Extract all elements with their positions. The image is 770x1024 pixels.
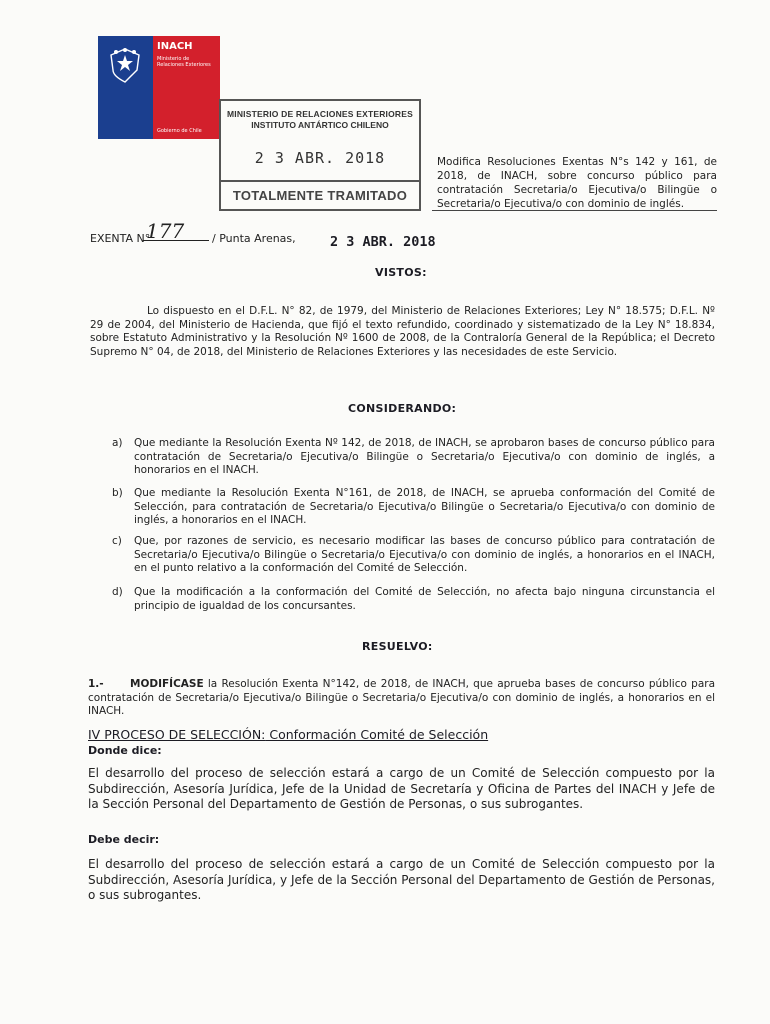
logo-subtitle: Ministerio de Relaciones Exteriores (157, 56, 211, 68)
resuelvo-item-1 (88, 678, 715, 719)
item-text: Que, por razones de servicio, es necesario modificar las bases de concurso público para contratación de Secretaria/o Ejecutiva/o Bilingüe o Secretaria/o Ejecutiva/o con dominio de inglés, a honorarios en el INACH, en el punto relativo a la conformación del Comité de Selección. (134, 535, 715, 574)
logo-title: INACH (157, 41, 193, 52)
resuelvo-number: 1.- (88, 678, 104, 690)
considerando-item-a (112, 437, 715, 478)
exenta-date-stamp: 2 3 ABR. 2018 (330, 234, 436, 250)
crest-icon (106, 46, 144, 84)
exenta-city: / Punta Arenas, (212, 232, 296, 245)
item-text: Que mediante la Resolución Exenta Nº 142, de 2018, de INACH, se aprobaron bases de concurso público para contratación de Secretaria/o Ejecutiva/o Bilingüe o Secretaria/o Ejecutiva/o con dominio de inglés, a honorarios en el INACH. (134, 437, 715, 476)
donde-dice-text: El desarrollo del proceso de selección estará a cargo de un Comité de Selección compuesto por la Subdirección, Asesoría Jurídica, Jefe de la Unidad de Secretaría y Oficina de Partes del INACH y Jefe de la Sección Personal del Departamento de Gestión de Personas, o sus subrogantes. (88, 766, 715, 811)
inach-logo (98, 36, 220, 139)
vistos-heading: VISTOS: (375, 266, 427, 279)
summary-underline (432, 210, 717, 211)
debe-decir-text: El desarrollo del proceso de selección estará a cargo de un Comité de Selección compuesto por la Subdirección, Asesoría Jurídica, y Jefe de la Sección Personal del Departamento de Gestión de Personas, o sus subrogantes. (88, 857, 715, 902)
tramitado-stamp (219, 99, 421, 211)
vistos-text: Lo dispuesto en el D.F.L. N° 82, de 1979, del Ministerio de Relaciones Exteriores; Ley N° 18.575; D.F.L. Nº 29 de 2004, del Ministerio de Hacienda, que fijó el texto refundido, coordinado y sistematizado de la Ley N° 18.834, sobre Estatuto Administrativo y la Resolución Nº 1600 de 2008, de la Contraloría General de la República; el Decreto Supremo N° 04, de 2018, del Ministerio de Relaciones Exteriores y las necesidades de este Servicio. (90, 305, 715, 358)
item-label: a) (112, 437, 123, 449)
resuelvo-heading: RESUELVO: (362, 640, 433, 653)
item-text: Que la modificación a la conformación del Comité de Selección, no afecta bajo ninguna circunstancia el principio de igualdad de los concursantes. (134, 586, 715, 612)
logo-footer: Gobierno de Chile (153, 124, 220, 139)
stamp-ministry: MINISTERIO DE RELACIONES EXTERIORES (227, 109, 413, 119)
section-heading (88, 727, 488, 742)
donde-dice-label: Donde dice: (88, 744, 162, 757)
logo-blue-panel (98, 36, 153, 124)
exenta-number: 177 (146, 219, 185, 243)
stamp-institute: INSTITUTO ANTÁRTICO CHILENO (251, 120, 389, 130)
stamp-date: 2 3 ABR. 2018 (254, 149, 386, 167)
considerando-item-b (112, 487, 715, 528)
exenta-number-line (143, 240, 209, 241)
considerando-heading: CONSIDERANDO: (348, 402, 457, 415)
item-text: Que mediante la Resolución Exenta N°161, de 2018, de INACH, se aprueba conformación del Comité de Selección, para contratación de Secretaria/o Ejecutiva/o Bilingüe o Secretaria/o Ejecutiva/o con dominio de inglés, a honorarios en el INACH. (134, 487, 715, 526)
item-label: c) (112, 535, 122, 547)
section-label: IV PROCESO DE SELECCIÓN: (88, 727, 266, 742)
stamp-status: TOTALMENTE TRAMITADO (232, 188, 408, 203)
resolution-summary: Modifica Resoluciones Exentas N°s 142 y 161, de 2018, de INACH, sobre concurso público para contratación Secretaria/o Ejecutiva/o Bilingüe o Secretaria/o Ejecutiva/o con dominio de inglés. (437, 156, 717, 210)
section-title: Conformación Comité de Selección (265, 727, 489, 742)
item-label: b) (112, 487, 123, 499)
considerando-item-d (112, 586, 715, 613)
exenta-label: EXENTA N° (90, 232, 151, 245)
debe-decir-label: Debe decir: (88, 833, 160, 846)
logo-red-panel (153, 36, 220, 124)
considerando-item-c (112, 535, 715, 576)
resuelvo-text: la Resolución Exenta N°142, de 2018, de INACH, que aprueba bases de concurso público para contratación de Secretaria/o Ejecutiva/o Bilingüe o Secretaria/o Ejecutiva/o con dominio de inglés, a honorarios en el INACH. (88, 678, 715, 717)
item-label: d) (112, 586, 123, 598)
resuelvo-keyword: MODIFÍCASE (130, 678, 204, 690)
